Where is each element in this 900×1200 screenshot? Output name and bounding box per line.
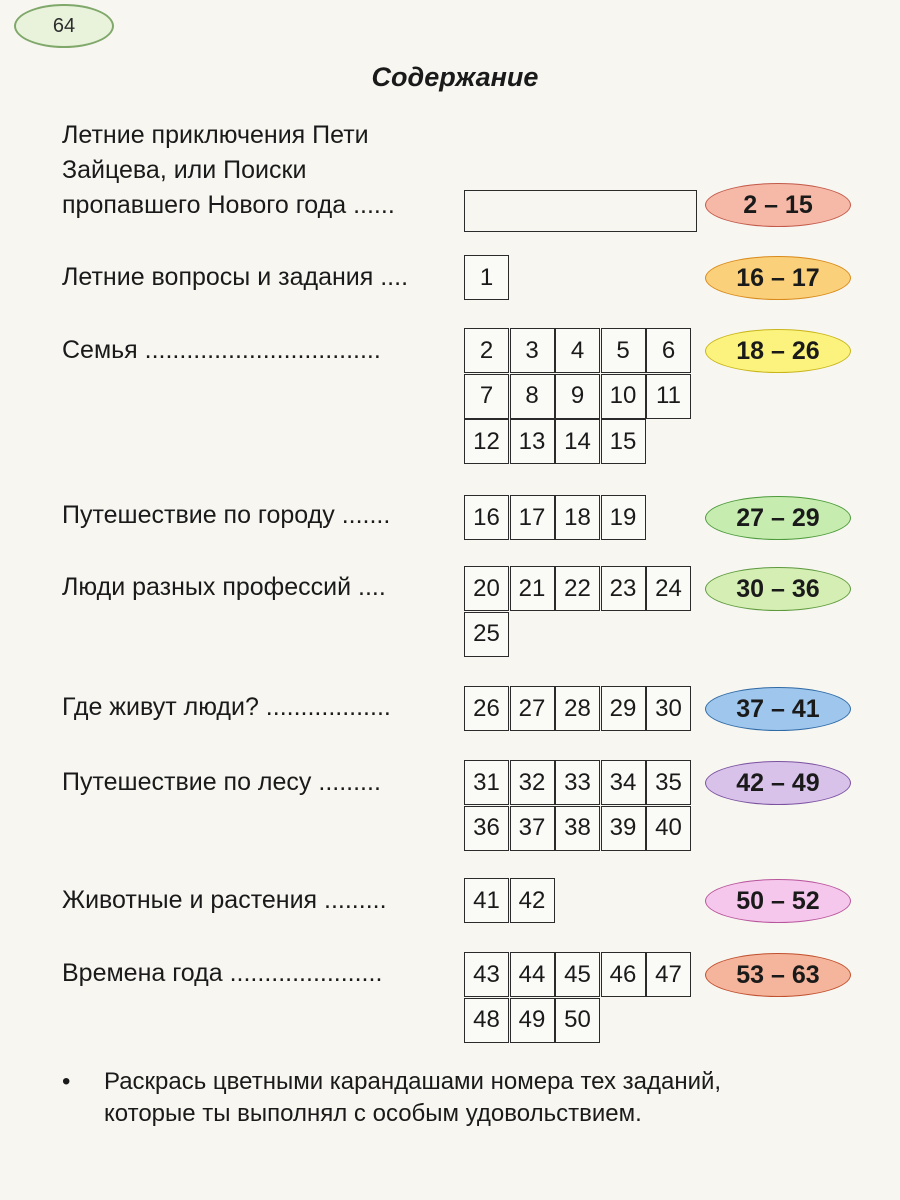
- task-number-cell[interactable]: 29: [601, 686, 646, 731]
- task-number-cell[interactable]: 2: [464, 328, 509, 373]
- task-number-cell[interactable]: 19: [601, 495, 646, 540]
- task-number-cell[interactable]: 20: [464, 566, 509, 611]
- task-number-cell[interactable]: 49: [510, 998, 555, 1043]
- task-number-cell[interactable]: 46: [601, 952, 646, 997]
- task-number-cell[interactable]: 4: [555, 328, 600, 373]
- task-number-cell[interactable]: 11: [646, 374, 691, 419]
- page-range-oval: 30 – 36: [705, 567, 851, 611]
- task-number-cell[interactable]: 44: [510, 952, 555, 997]
- task-number-cell[interactable]: 25: [464, 612, 509, 657]
- section-title: Летние вопросы и задания ....: [62, 263, 409, 291]
- page-range-oval: 50 – 52: [705, 879, 851, 923]
- task-number-cell[interactable]: 23: [601, 566, 646, 611]
- task-number-cell[interactable]: 50: [555, 998, 600, 1043]
- task-number-cell[interactable]: 8: [510, 374, 555, 419]
- task-number-cell[interactable]: 15: [601, 419, 646, 464]
- task-number-cell[interactable]: 47: [646, 952, 691, 997]
- task-number-cell[interactable]: 48: [464, 998, 509, 1043]
- task-number-cell[interactable]: 10: [601, 374, 646, 419]
- section-title: Летние приключения Пети Зайцева, или Поиски пропавшего Нового года ......: [62, 121, 395, 219]
- page-range-oval: 37 – 41: [705, 687, 851, 731]
- section-title: Времена года ......................: [62, 959, 383, 987]
- task-number-cell[interactable]: 16: [464, 495, 509, 540]
- task-number-cell[interactable]: 38: [555, 806, 600, 851]
- task-number-cell[interactable]: 41: [464, 878, 509, 923]
- task-number-cell[interactable]: 35: [646, 760, 691, 805]
- section-title: Животные и растения .........: [62, 886, 387, 914]
- task-number-cell[interactable]: 9: [555, 374, 600, 419]
- task-number-cell[interactable]: 17: [510, 495, 555, 540]
- section-title: Люди разных профессий ....: [62, 573, 386, 601]
- task-number-cell[interactable]: 7: [464, 374, 509, 419]
- task-number-cell[interactable]: 6: [646, 328, 691, 373]
- task-number-cell[interactable]: 30: [646, 686, 691, 731]
- task-number-cell[interactable]: 36: [464, 806, 509, 851]
- section-title: Путешествие по городу .......: [62, 501, 391, 529]
- instruction-text: Раскрась цветными карандашами номера тех заданий, которые ты выполнял с особым удовольствием.: [104, 1068, 722, 1127]
- section-title: Путешествие по лесу .........: [62, 768, 381, 796]
- task-number-cell[interactable]: 32: [510, 760, 555, 805]
- page-range-oval: 2 – 15: [705, 183, 851, 227]
- task-number-cell[interactable]: 13: [510, 419, 555, 464]
- task-number-cell[interactable]: 37: [510, 806, 555, 851]
- task-number-cell[interactable]: 26: [464, 686, 509, 731]
- task-number-cell[interactable]: 12: [464, 419, 509, 464]
- blank-task-box: [464, 190, 697, 232]
- bullet-icon: •: [62, 1068, 71, 1095]
- task-number-cell[interactable]: 42: [510, 878, 555, 923]
- task-number-cell[interactable]: 43: [464, 952, 509, 997]
- page-range-oval: 42 – 49: [705, 761, 851, 805]
- task-number-cell[interactable]: 31: [464, 760, 509, 805]
- page-range-oval: 27 – 29: [705, 496, 851, 540]
- section-title: Где живут люди? ..................: [62, 693, 391, 721]
- task-number-cell[interactable]: 40: [646, 806, 691, 851]
- task-number-cell[interactable]: 14: [555, 419, 600, 464]
- section-title: Семья ..................................: [62, 336, 381, 364]
- task-number-cell[interactable]: 18: [555, 495, 600, 540]
- page-range-oval: 16 – 17: [705, 256, 851, 300]
- task-number-cell[interactable]: 1: [464, 255, 509, 300]
- task-number-cell[interactable]: 24: [646, 566, 691, 611]
- page-range-oval: 18 – 26: [705, 329, 851, 373]
- task-number-cell[interactable]: 21: [510, 566, 555, 611]
- task-number-cell[interactable]: 45: [555, 952, 600, 997]
- page-range-oval: 53 – 63: [705, 953, 851, 997]
- page-number-badge: [14, 4, 114, 48]
- task-number-cell[interactable]: 33: [555, 760, 600, 805]
- task-number-cell[interactable]: 22: [555, 566, 600, 611]
- task-number-cell[interactable]: 5: [601, 328, 646, 373]
- task-number-cell[interactable]: 3: [510, 328, 555, 373]
- page-number: 64: [52, 14, 76, 37]
- task-number-cell[interactable]: 34: [601, 760, 646, 805]
- page-title: Содержание: [371, 62, 539, 92]
- task-number-cell[interactable]: 28: [555, 686, 600, 731]
- task-number-cell[interactable]: 27: [510, 686, 555, 731]
- task-number-cell[interactable]: 39: [601, 806, 646, 851]
